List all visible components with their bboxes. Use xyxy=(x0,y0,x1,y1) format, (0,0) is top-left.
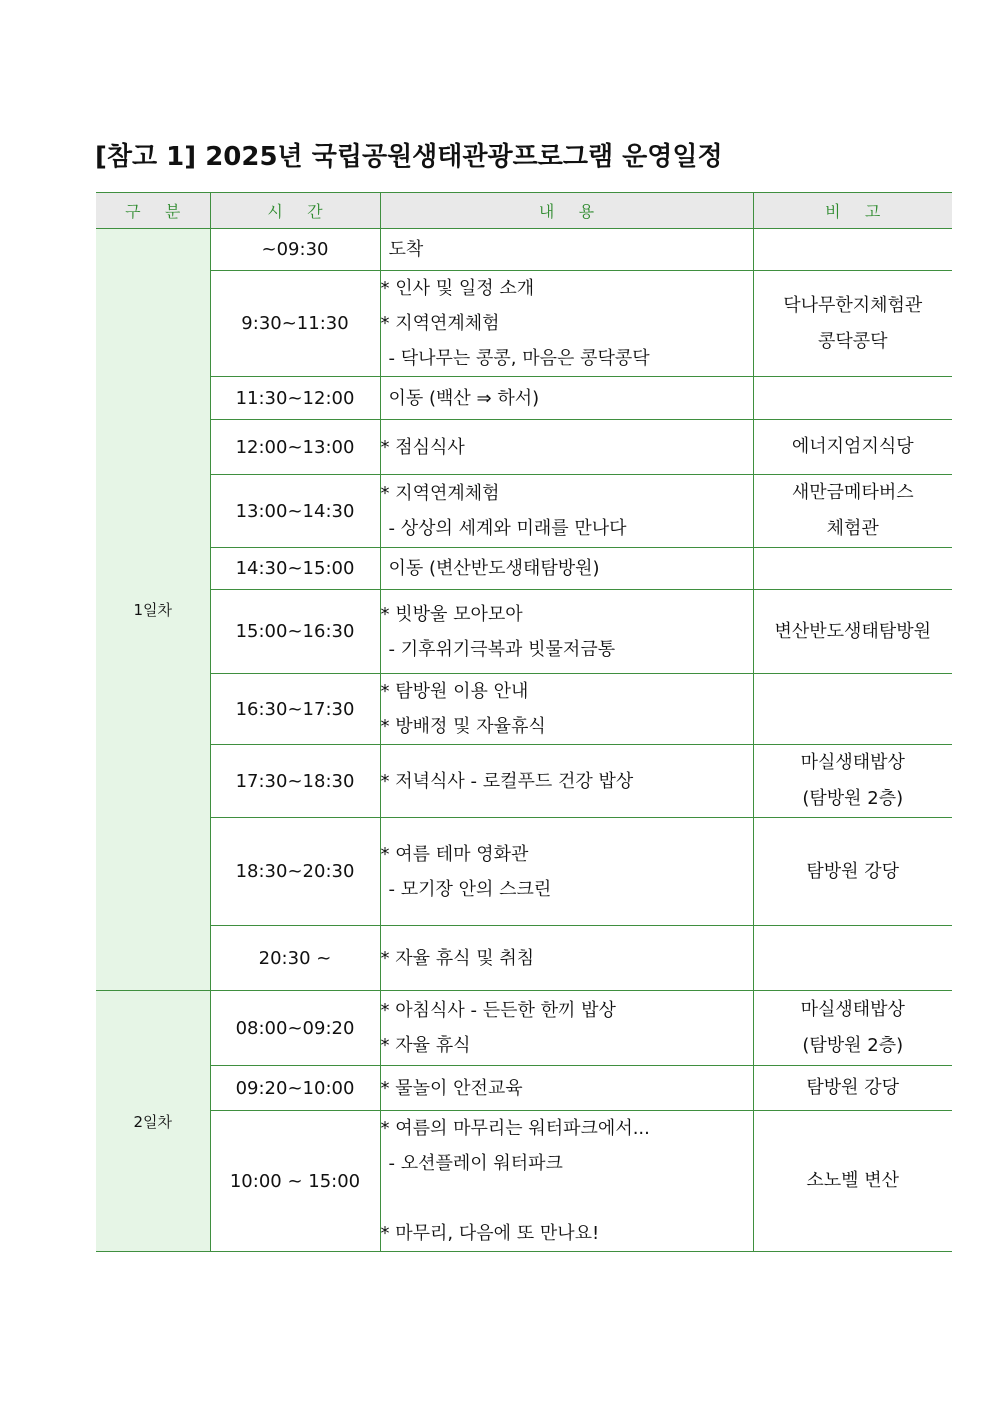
time-cell: 18:30~20:30 xyxy=(210,818,380,926)
header-row xyxy=(96,193,952,229)
time-cell: 12:00~13:00 xyxy=(210,420,380,475)
note-cell: 탐방원 강당 xyxy=(753,1066,952,1111)
header-content: 내 용 xyxy=(380,193,753,229)
content-line: - 기후위기극복과 빗물저금통 xyxy=(388,638,616,660)
time-cell: 17:30~18:30 xyxy=(210,745,380,818)
table-row xyxy=(96,475,952,548)
content-line: * 물놀이 안전교육 xyxy=(380,1077,523,1099)
time-cell: 14:30~15:00 xyxy=(210,548,380,590)
note-cell: 마실생태밥상 (탐방원 2층) xyxy=(753,991,952,1066)
spacer xyxy=(381,1181,753,1216)
table-row xyxy=(96,548,952,590)
content-line: 도착 xyxy=(388,239,424,260)
content-line: * 마무리, 다음에 또 만나요! xyxy=(380,1223,600,1244)
time-cell: ~09:30 xyxy=(210,229,380,271)
note-cell xyxy=(753,548,952,590)
content-cell xyxy=(380,377,753,420)
table-row xyxy=(96,745,952,818)
content-line: * 자율 휴식 및 취침 xyxy=(380,947,535,969)
content-cell xyxy=(380,674,753,745)
content-line: * 빗방울 모아모아 xyxy=(380,603,523,625)
header-note: 비 고 xyxy=(753,193,952,229)
content-cell xyxy=(380,548,753,590)
content-line: - 닥나무는 콩콩, 마음은 콩닥콩닥 xyxy=(388,348,650,369)
content-line: * 방배정 및 자율휴식 xyxy=(380,716,546,737)
content-line: - 모기장 안의 스크린 xyxy=(388,878,552,900)
table-row xyxy=(96,377,952,420)
content-line: * 여름 테마 영화관 xyxy=(380,843,529,865)
table-row xyxy=(96,420,952,475)
content-line: * 탐방원 이용 안내 xyxy=(380,681,529,702)
table-row xyxy=(96,271,952,377)
content-line: - 오션플레이 워터파크 xyxy=(388,1153,563,1174)
content-cell xyxy=(380,818,753,926)
content-cell xyxy=(380,475,753,548)
table-row xyxy=(96,1111,952,1252)
table-row xyxy=(96,229,952,271)
day-label: 2일차 xyxy=(96,991,210,1252)
content-line: * 점심식사 xyxy=(380,436,465,458)
content-line: * 자율 휴식 xyxy=(380,1035,471,1056)
table-row xyxy=(96,590,952,674)
content-cell xyxy=(380,1111,753,1252)
note-cell: 에너지엄지식당 xyxy=(753,420,952,475)
content-line: * 인사 및 일정 소개 xyxy=(380,278,535,299)
time-cell: 10:00 ~ 15:00 xyxy=(210,1111,380,1252)
note-cell xyxy=(753,229,952,271)
time-cell: 9:30~11:30 xyxy=(210,271,380,377)
note-cell: 변산반도생태탐방원 xyxy=(753,590,952,674)
time-cell: 16:30~17:30 xyxy=(210,674,380,745)
time-cell: 11:30~12:00 xyxy=(210,377,380,420)
content-line: * 지역연계체험 xyxy=(380,483,500,504)
content-line: 이동 (변산반도생태탐방원) xyxy=(388,558,600,579)
table-row xyxy=(96,674,952,745)
note-cell: 마실생태밥상 (탐방원 2층) xyxy=(753,745,952,818)
content-cell xyxy=(380,926,753,991)
page-title: [참고 1] 2025년 국립공원생태관광프로그램 운영일정 xyxy=(95,142,723,172)
content-line: - 상상의 세계와 미래를 만나다 xyxy=(388,518,627,539)
table-row xyxy=(96,818,952,926)
content-cell xyxy=(380,271,753,377)
header-time: 시 간 xyxy=(210,193,380,229)
content-cell xyxy=(380,991,753,1066)
note-cell: 탐방원 강당 xyxy=(753,818,952,926)
time-cell: 09:20~10:00 xyxy=(210,1066,380,1111)
content-line: * 지역연계체험 xyxy=(380,313,500,334)
content-cell xyxy=(380,745,753,818)
table-row xyxy=(96,991,952,1066)
content-line: * 아침식사 - 든든한 한끼 밥상 xyxy=(380,1000,616,1021)
content-cell xyxy=(380,420,753,475)
note-cell: 소노벨 변산 xyxy=(753,1111,952,1252)
header-division: 구 분 xyxy=(96,193,210,229)
note-cell xyxy=(753,377,952,420)
content-cell xyxy=(380,1066,753,1111)
content-line: * 저녁식사 - 로컬푸드 건강 밥상 xyxy=(380,770,634,792)
content-line: 이동 (백산 ⇒ 하서) xyxy=(388,387,540,409)
content-line: * 여름의 마무리는 워터파크에서... xyxy=(380,1118,650,1139)
table-row xyxy=(96,1066,952,1111)
time-cell: 13:00~14:30 xyxy=(210,475,380,548)
content-cell xyxy=(380,229,753,271)
day-label: 1일차 xyxy=(96,229,210,991)
content-cell xyxy=(380,590,753,674)
table-row xyxy=(96,926,952,991)
note-cell: 새만금메타버스 체험관 xyxy=(753,475,952,548)
time-cell: 15:00~16:30 xyxy=(210,590,380,674)
time-cell: 08:00~09:20 xyxy=(210,991,380,1066)
time-cell: 20:30 ~ xyxy=(210,926,380,991)
note-cell xyxy=(753,926,952,991)
note-cell: 닥나무한지체험관 콩닥콩닥 xyxy=(753,271,952,377)
note-cell xyxy=(753,674,952,745)
schedule-table xyxy=(96,192,952,1252)
